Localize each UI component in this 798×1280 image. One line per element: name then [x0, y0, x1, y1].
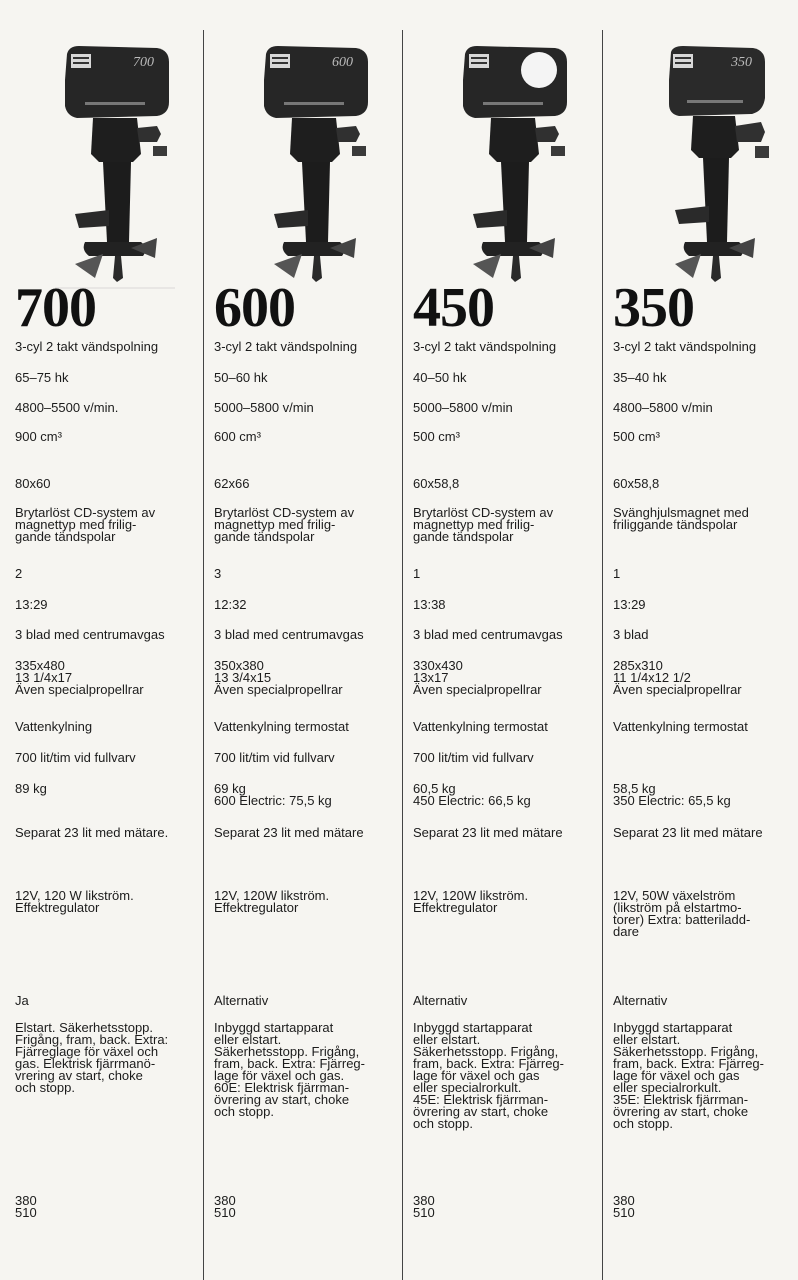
- outboard-motor-photo: [443, 42, 583, 292]
- outboard-motor-photo: [45, 42, 185, 292]
- spec-ratio: 13:38: [413, 597, 446, 612]
- spec-ignition: Brytarlöst CD-system av magnettyp med frilig- gande tändspolar: [413, 505, 554, 544]
- spec-weight: 89 kg: [15, 781, 47, 796]
- cowl-badge-icon: [521, 52, 557, 88]
- spec-ignition: Brytarlöst CD-system av magnettyp med frilig- gande tändspolar: [15, 505, 156, 544]
- spec-propeller: 3 blad: [613, 627, 649, 642]
- outboard-motor-icon: [244, 42, 384, 292]
- spec-water-flow: 700 lit/tim vid fullvarv: [214, 750, 335, 765]
- spec-electric-start: Ja: [15, 993, 29, 1008]
- spec-shaft: 380 510: [613, 1193, 635, 1220]
- spec-gears: 3: [214, 566, 222, 581]
- spec-equipment: Inbyggd startapparat eller elstart. Säkerhetsstopp. Frigång, fram, back. Extra: Fjärreg- lage för växel och gas eller specialrorkult. 45E: Elektrisk fjärrman- övrering av start, choke och stopp.: [413, 1020, 564, 1131]
- spec-prop-size: 335x480 13 1/4x17 Även specialpropellrar: [15, 658, 144, 697]
- spec-weight: 60,5 kg 450 Electric: 66,5 kg: [413, 781, 531, 808]
- spec-propeller: 3 blad med centrumavgas: [413, 627, 563, 642]
- spec-prop-size: 330x430 13x17 Även specialpropellrar: [413, 658, 542, 697]
- spec-weight: 58,5 kg 350 Electric: 65,5 kg: [613, 781, 731, 808]
- spec-bore-stroke: 60x58,8: [613, 476, 660, 491]
- model-column-700: [15, 0, 207, 1280]
- spec-propeller: 3 blad med centrumavgas: [15, 627, 165, 642]
- spec-rpm: 5000–5800 v/min: [214, 400, 314, 415]
- spec-gears: 1: [413, 566, 421, 581]
- model-column-350: [613, 0, 798, 1280]
- spec-electric-start: Alternativ: [214, 993, 269, 1008]
- spec-equipment: Inbyggd startapparat eller elstart. Säkerhetsstopp. Frigång, fram, back. Extra: Fjärreg- lage för växel och gas eller specialrorkult. 35E: Elektrisk fjärrman- övrering av start, choke och stopp.: [613, 1020, 764, 1131]
- spec-electrical: 12V, 120W likström. Effektregulator: [214, 888, 330, 915]
- spec-fuel: Separat 23 lit med mätare: [613, 825, 763, 840]
- model-number: 700: [15, 277, 96, 339]
- spec-cooling: Vattenkylning termostat: [613, 719, 748, 734]
- spec-engine: 3-cyl 2 takt vändspolning: [413, 339, 557, 354]
- spec-engine: 3-cyl 2 takt vändspolning: [214, 339, 358, 354]
- model-column-600: [214, 0, 406, 1280]
- spec-electrical: 12V, 120W likström. Effektregulator: [413, 888, 529, 915]
- model-number: 350: [613, 277, 694, 339]
- spec-cooling: Vattenkylning termostat: [214, 719, 349, 734]
- spec-weight: 69 kg 600 Electric: 75,5 kg: [214, 781, 332, 808]
- spec-rpm: 5000–5800 v/min: [413, 400, 513, 415]
- outboard-motor-photo: [643, 42, 783, 292]
- spec-gears: 1: [613, 566, 621, 581]
- outboard-motor-photo: [244, 42, 384, 292]
- spec-equipment: Elstart. Säkerhetsstopp. Frigång, fram, back. Extra: Fjärreglage för växel och gas. Elektrisk fjärrmanö- vrering av start, choke och stopp.: [15, 1020, 169, 1095]
- spec-gears: 2: [15, 566, 23, 581]
- spec-power: 35–40 hk: [613, 370, 667, 385]
- cowl-label: 350: [731, 55, 752, 70]
- spec-water-flow: 700 lit/tim vid fullvarv: [413, 750, 534, 765]
- spec-displacement: 600 cm³: [214, 429, 261, 444]
- spec-ratio: 12:32: [214, 597, 247, 612]
- spec-electric-start: Alternativ: [413, 993, 468, 1008]
- spec-bore-stroke: 62x66: [214, 476, 250, 491]
- spec-shaft: 380 510: [413, 1193, 435, 1220]
- model-number: 450: [413, 277, 494, 339]
- spec-bore-stroke: 80x60: [15, 476, 51, 491]
- spec-power: 50–60 hk: [214, 370, 268, 385]
- cowl-label: 700: [133, 55, 154, 70]
- spec-engine: 3-cyl 2 takt vändspolning: [15, 339, 159, 354]
- spec-cooling: Vattenkylning termostat: [413, 719, 548, 734]
- outboard-motor-icon: [45, 42, 185, 292]
- spec-electrical: 12V, 120 W likström. Effektregulator: [15, 888, 134, 915]
- spec-shaft: 380 510: [214, 1193, 236, 1220]
- spec-rpm: 4800–5800 v/min: [613, 400, 713, 415]
- spec-electric-start: Alternativ: [613, 993, 668, 1008]
- spec-fuel: Separat 23 lit med mätare.: [15, 825, 169, 840]
- spec-cooling: Vattenkylning: [15, 719, 93, 734]
- spec-displacement: 900 cm³: [15, 429, 62, 444]
- spec-propeller: 3 blad med centrumavgas: [214, 627, 364, 642]
- spec-shaft: 380 510: [15, 1193, 37, 1220]
- spec-water-flow: 700 lit/tim vid fullvarv: [15, 750, 136, 765]
- cowl-label: 600: [332, 55, 353, 70]
- spec-equipment: Inbyggd startapparat eller elstart. Säkerhetsstopp. Frigång, fram, back. Extra: Fjärreg- lage för växel och gas. 60E: Elektrisk fjärrman- övrering av start, choke och stopp.: [214, 1020, 365, 1119]
- spec-prop-size: 285x310 11 1/4x12 1/2 Även specialpropellrar: [613, 658, 742, 697]
- spec-prop-size: 350x380 13 3/4x15 Även specialpropellrar: [214, 658, 343, 697]
- spec-ignition: Svänghjulsmagnet med friliggande tändspolar: [613, 505, 749, 532]
- spec-engine: 3-cyl 2 takt vändspolning: [613, 339, 757, 354]
- outboard-motor-icon: [643, 42, 783, 292]
- spec-fuel: Separat 23 lit med mätare: [413, 825, 563, 840]
- model-number: 600: [214, 277, 295, 339]
- spec-fuel: Separat 23 lit med mätare: [214, 825, 364, 840]
- spec-power: 40–50 hk: [413, 370, 467, 385]
- spec-electrical: 12V, 50W växelström (likström på elstartmo- torer) Extra: batteriladd- dare: [613, 888, 751, 939]
- spec-ignition: Brytarlöst CD-system av magnettyp med frilig- gande tändspolar: [214, 505, 355, 544]
- spec-ratio: 13:29: [613, 597, 646, 612]
- model-column-450: [413, 0, 605, 1280]
- spec-rpm: 4800–5500 v/min.: [15, 400, 119, 415]
- outboard-motor-icon: [443, 42, 583, 292]
- spec-displacement: 500 cm³: [613, 429, 660, 444]
- spec-displacement: 500 cm³: [413, 429, 460, 444]
- spec-power: 65–75 hk: [15, 370, 69, 385]
- spec-ratio: 13:29: [15, 597, 48, 612]
- spec-bore-stroke: 60x58,8: [413, 476, 460, 491]
